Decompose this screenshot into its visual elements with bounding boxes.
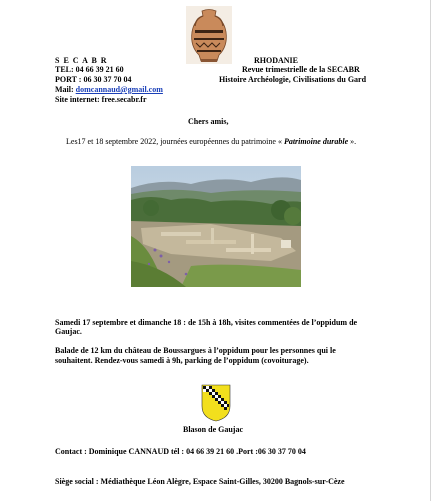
siege-line: Siège social : Médiathèque Léon Alègre, Espace Saint-Gilles, 30200 Bagnols-sur-Cèze: [55, 477, 345, 486]
header-port: PORT : 06 30 37 70 04: [55, 75, 132, 84]
intro-suffix: ».: [348, 137, 357, 146]
mail-link[interactable]: domcannaud@gmail.com: [75, 85, 163, 94]
intro-line: [66, 137, 356, 147]
paragraph-visits-line2: Gaujac.: [55, 327, 82, 336]
paragraph-visits-line1: Samedi 17 septembre et dimanche 18 : de 15h à 18h, visites commentées de l’oppidum de: [55, 318, 358, 327]
rhodanie-line2: Histoire Archéologie, Civilisations du Gard: [219, 75, 367, 84]
rhodanie-title: RHODANIE: [254, 56, 299, 65]
oppidum-photo: [131, 166, 301, 287]
header-tel: TEL: 04 66 39 21 60: [55, 65, 124, 74]
contact-line: Contact : Dominique CANNAUD tél : 04 66 39 21 60 .Port :06 30 37 70 04: [55, 447, 306, 456]
blason-caption: Blason de Gaujac: [183, 425, 244, 434]
mail-label: Mail:: [55, 85, 76, 94]
intro-prefix: Les17 et 18 septembre 2022, journées européennes du patrimoine «: [66, 137, 284, 146]
header-mail: [55, 85, 163, 95]
paragraph-walk-line1: Balade de 12 km du château de Boussargues à l’oppidum pour les personnes qui le: [55, 346, 336, 355]
paragraph-walk-line2: souhaitent. Rendez-vous samedi à 9h, parking de l’oppidum (covoiturage).: [55, 356, 309, 365]
amphora-icon: [186, 6, 232, 64]
org-name: S E C A B R: [55, 56, 108, 65]
intro-theme: Patrimoine durable: [283, 137, 349, 146]
header-site: Site internet: free.secabr.fr: [55, 95, 147, 104]
rhodanie-line1: Revue trimestrielle de la SECABR: [242, 65, 360, 74]
blason-icon: [201, 384, 231, 422]
greeting: Chers amis,: [188, 117, 229, 126]
